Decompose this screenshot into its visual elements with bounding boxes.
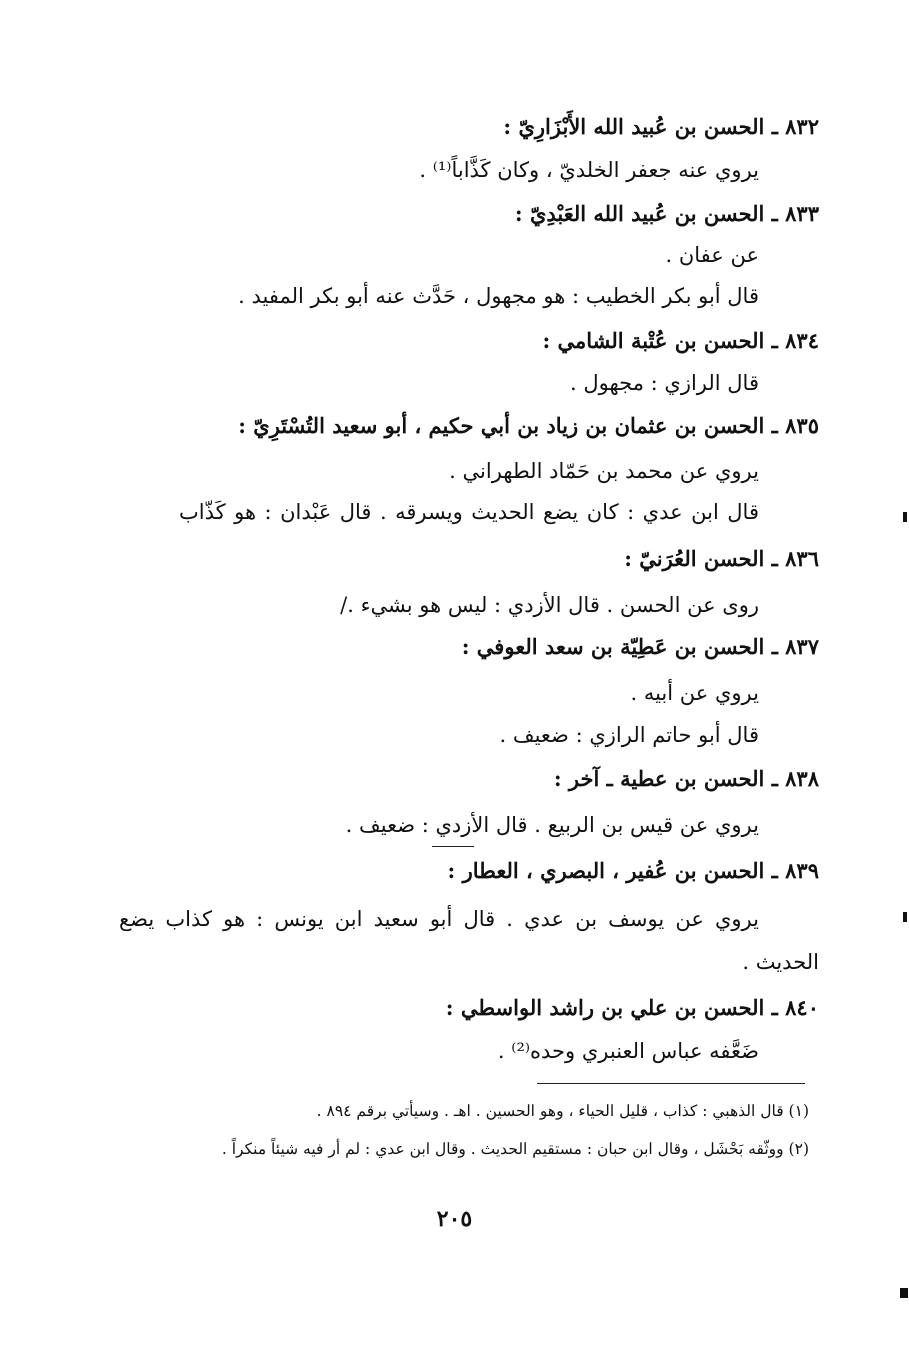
entry-heading: ٨٣٨ ـ الحسن بن عطية ـ آخر : [553,766,819,791]
entry-text: يروي عن يوسف بن عدي . قال أبو سعيد ابن يونس : هو كذاب يضع [119,907,759,931]
entry-heading: ٨٣٣ ـ الحسن بن عُبيد الله العَبْدِيّ : [514,201,819,226]
scan-mark [903,912,907,922]
entry-heading: ٨٣٤ ـ الحسن بن عُتْبة الشامي : [542,328,819,353]
entry-text: ضَعَّفه عباس العنبري وحده⁽²⁾ . [497,1039,759,1063]
entry-text: يروي عنه جعفر الخلديّ ، وكان كَذَّاباً⁽¹⁾ . [419,158,759,182]
entry-text: قال أبو حاتم الرازي : ضعيف . [499,723,759,747]
entry-text: روى عن الحسن . قال الأزدي : ليس هو بشيء ./ [340,593,759,617]
entry-heading: ٨٣٥ ـ الحسن بن عثمان بن زياد بن أبي حكيم ، أبو سعيد التُسْتَرِيّ : [238,413,819,438]
entry-text: يروي عن قيس بن الربيع . قال الأزدي : ضعيف . [345,813,759,837]
entry-text: يروي عن أبيه . [630,681,759,705]
scan-mark [900,1288,908,1298]
entry-text: يروي عن محمد بن حَمّاد الطهراني . [449,459,759,483]
page-number: ٢٠٥ [436,1206,473,1232]
footnote: (٢) ووثّقه بَحْشَل ، وقال ابن حبان : مستقيم الحديث . وقال ابن عدي : لم أر فيه شيئاً منكراً . [221,1140,809,1158]
footnote: (١) قال الذهبي : كذاب ، قليل الحياء ، وهو الحسين . اهـ . وسيأتي برقم ٨٩٤ . [316,1102,809,1120]
decorative-rule [432,846,474,847]
entry-text: الحديث . [742,950,819,974]
entry-text: قال الرازي : مجهول . [570,371,759,395]
entry-heading: ٨٤٠ ـ الحسن بن علي بن راشد الواسطي : [445,995,819,1020]
footnote-separator [537,1083,805,1084]
entry-text: قال ابن عدي : كان يضع الحديث ويسرقه . قال عَبْدان : هو كَذّاب [179,500,759,524]
entry-text: قال أبو بكر الخطيب : هو مجهول ، حَدَّث عنه أبو بكر المفيد . [238,284,759,308]
entry-heading: ٨٣٢ ـ الحسن بن عُبيد الله الأَبْزَارِيّ : [503,114,819,139]
entry-heading: ٨٣٩ ـ الحسن بن عُفير ، البصري ، العطار : [447,858,819,883]
entry-heading: ٨٣٦ ـ الحسن العُرَنيّ : [624,546,819,571]
entry-heading: ٨٣٧ ـ الحسن بن عَطِيّة بن سعد العوفي : [461,634,819,659]
entry-text: عن عفان . [665,243,759,267]
scan-mark [903,512,907,522]
